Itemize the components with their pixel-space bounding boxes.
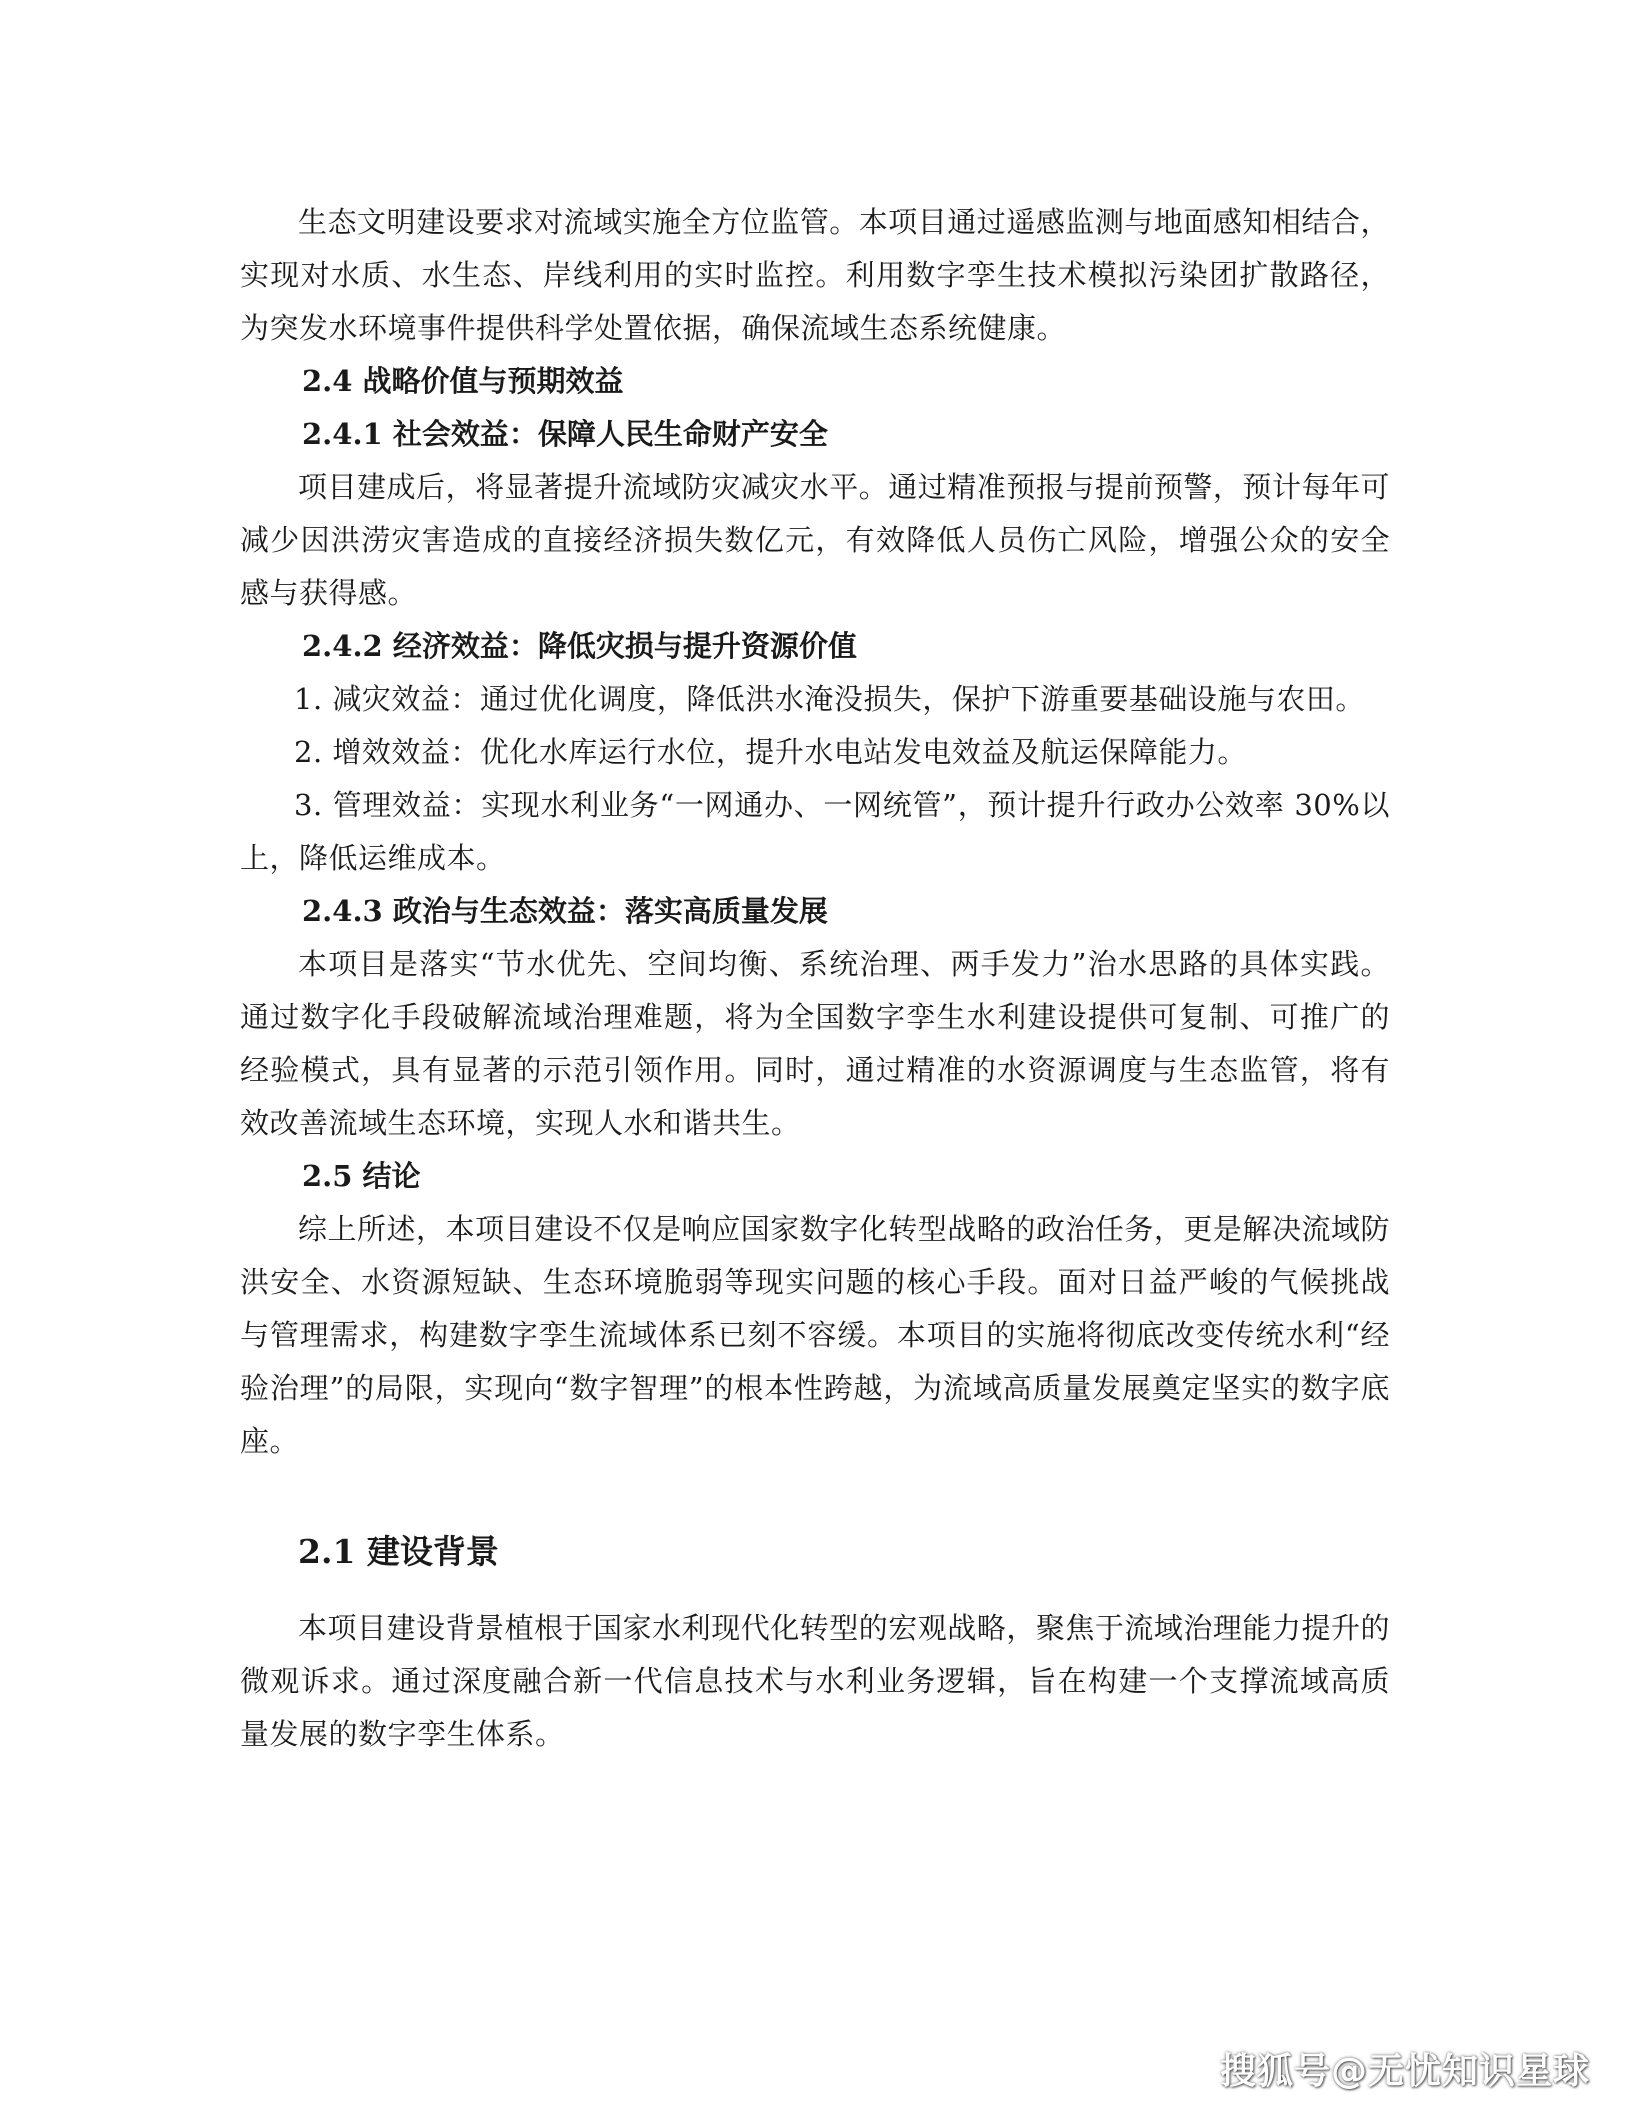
section-spacer [240,1468,1390,1528]
heading-2-1: 2.1 建设背景 [298,1532,499,1571]
watermark-text: 搜狐号@无忧知识星球 [1219,2051,1590,2092]
paragraph-social-benefits: 项目建成后，将显著提升流域防灾减灾水平。通过精准预报与提前预警，预计每年可减少因洪涝灾害造成的直接经济损失数亿元，有效降低人员伤亡风险，增强公众的安全感与获得感。 [240,470,1390,610]
heading-2-4-3: 2.4.3 政治与生态效益：落实高质量发展 [302,894,828,928]
paragraph-conclusion: 综上所述，本项目建设不仅是响应国家数字化转型战略的政治任务，更是解决流域防洪安全、水资源短缺、生态环境脆弱等现实问题的核心手段。面对日益严峻的气候挑战与管理需求，构建数字孪生流域体系已刻不容缓。本项目的实施将彻底改变传统水利“经验治理”的局限，实现向“数字智理”的根本性跨越，为流域高质量发展奠定坚实的数字底座。 [240,1212,1390,1458]
paragraph-ecological-supervision: 生态文明建设要求对流域实施全方位监管。本项目通过遥感监测与地面感知相结合，实现对水质、水生态、岸线利用的实时监控。利用数字孪生技术模拟污染团扩散路径，为突发水环境事件提供科学处置依据，确保流域生态系统健康。 [240,205,1390,345]
paragraph-background: 本项目建设背景植根于国家水利现代化转型的宏观战略，聚焦于流域治理能力提升的微观诉求。通过深度融合新一代信息技术与水利业务逻辑，旨在构建一个支撑流域高质量发展的数字孪生体系。 [240,1611,1390,1751]
heading-spacer [240,1576,1390,1602]
list-item-disaster-reduction: 1. 减灾效益：通过优化调度，降低洪水淹没损失，保护下游重要基础设施与农田。 [294,682,1365,716]
list-item-efficiency-gain: 2. 增效效益：优化水库运行水位，提升水电站发电效益及航运保障能力。 [294,735,1247,769]
list-item-management-benefit: 3. 管理效益：实现水利业务“一网通办、一网统管”，预计提升行政办公效率 30%以上，降低运维成本。 [240,788,1390,875]
heading-2-4-2: 2.4.2 经济效益：降低灾损与提升资源价值 [302,629,857,663]
document-body [240,196,1390,1761]
heading-2-4-1: 2.4.1 社会效益：保障人民生命财产安全 [302,417,828,451]
heading-2-4: 2.4 战略价值与预期效益 [302,364,624,398]
paragraph-political-ecological: 本项目是落实“节水优先、空间均衡、系统治理、两手发力”治水思路的具体实践。通过数字化手段破解流域治理难题，将为全国数字孪生水利建设提供可复制、可推广的经验模式，具有显著的示范引领作用。同时，通过精准的水资源调度与生态监管，将有效改善流域生态环境，实现人水和谐共生。 [240,947,1390,1140]
heading-2-5: 2.5 结论 [302,1159,421,1193]
